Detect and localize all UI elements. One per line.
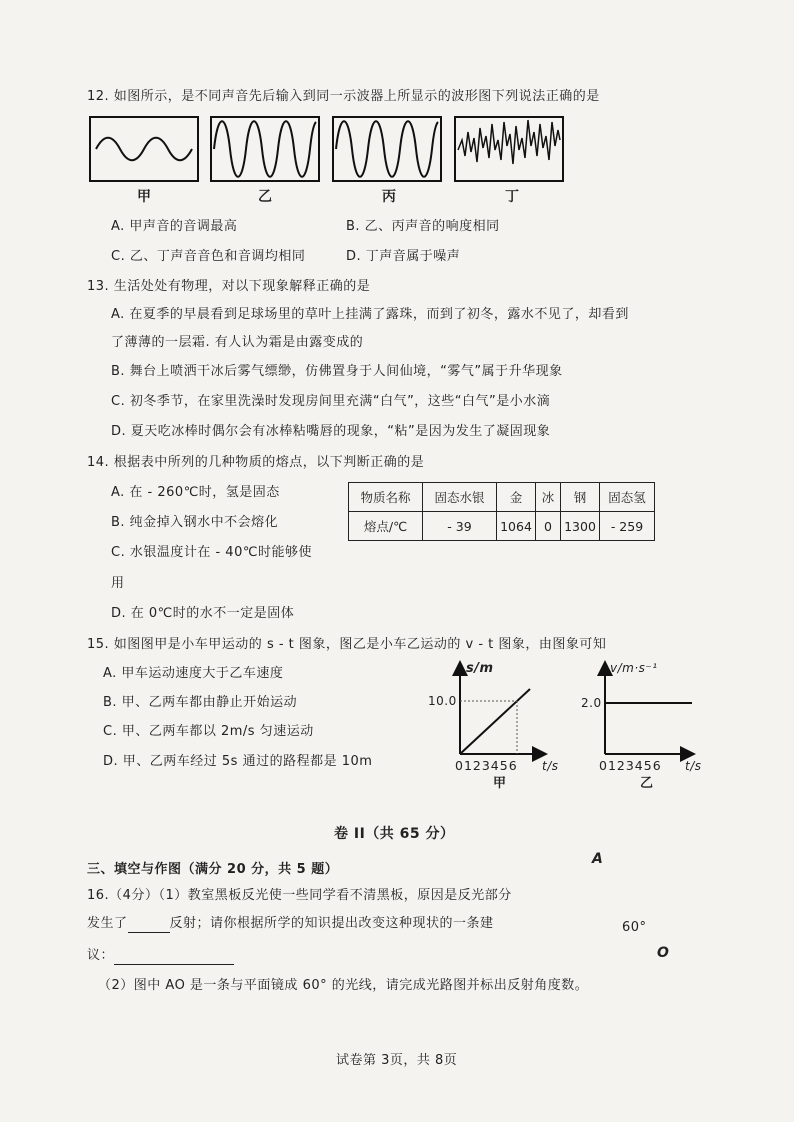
q16-blank-2[interactable] — [114, 950, 234, 965]
q13-option-b: B. 舞台上喷洒干冰后雾气缥缈，仿佛置身于人间仙境，“雾气”属于升华现象 — [111, 364, 563, 379]
table-cell: 冰 — [536, 483, 561, 512]
q14-option-b: B. 纯金掉入钢水中不会熔化 — [111, 515, 279, 530]
q13-option-c: C. 初冬季节，在家里洗澡时发现房间里充满“白气”，这些“白气”是小水滴 — [111, 394, 551, 409]
table-cell: 固态氢 — [600, 483, 655, 512]
q15-option-a: A. 甲车运动速度大于乙车速度 — [103, 666, 284, 681]
table-cell: - 259 — [600, 512, 655, 541]
q13-option-a-line2: 了薄薄的一层霜. 有人认为霜是由露变成的 — [111, 335, 364, 350]
q12-option-c: C. 乙、丁声音音色和音调均相同 — [111, 249, 306, 264]
q13-option-d: D. 夏天吃冰棒时偶尔会有冰棒粘嘴唇的现象，“粘”是因为发生了凝固现象 — [111, 424, 551, 439]
q15-option-b: B. 甲、乙两车都由静止开始运动 — [103, 695, 298, 710]
wave-label-yi: 乙 — [258, 189, 273, 205]
q15-option-c: C. 甲、乙两车都以 2m/s 匀速运动 — [103, 724, 314, 739]
table-cell: 熔点/℃ — [349, 512, 423, 541]
graph-yi-caption: 乙 — [640, 776, 654, 791]
q12-option-a: A. 甲声音的音调最高 — [111, 219, 238, 234]
table-cell: 钢 — [561, 483, 600, 512]
page-footer: 试卷第 3页，共 8页 — [336, 1053, 458, 1068]
wave-label-bing: 丙 — [382, 189, 397, 205]
graph-yi-xticks: 0123456 — [599, 758, 662, 773]
q14-stem: 14. 根据表中所列的几种物质的熔点，以下判断正确的是 — [87, 455, 425, 470]
part3-heading: 三、填空与作图（满分 20 分，共 5 题） — [87, 862, 339, 877]
q16-line3 — [87, 947, 234, 965]
diagram-point-o: O — [657, 945, 670, 961]
table-cell: 金 — [497, 483, 536, 512]
q14-option-c-line2: 用 — [111, 576, 125, 591]
graph-jia-caption: 甲 — [493, 776, 507, 791]
q12-option-b: B. 乙、丙声音的响度相同 — [346, 219, 500, 234]
table-cell: 1300 — [561, 512, 600, 541]
q16-blank-1[interactable] — [128, 918, 170, 933]
q12-stem: 12. 如图所示，是不同声音先后输入到同一示波器上所显示的波形图下列说法正确的是 — [87, 89, 600, 104]
graph-jia-ytick: 10.0 — [428, 694, 457, 708]
section-title: 卷 II（共 65 分） — [334, 826, 455, 842]
q16-line3-pre: 议： — [87, 948, 115, 963]
graph-jia-ylabel: s/m — [466, 661, 494, 676]
q14-option-c-line1: C. 水银温度计在 - 40℃时能够使 — [111, 545, 312, 560]
table-cell: - 39 — [423, 512, 497, 541]
q16-line2-post: 反射；请你根据所学的知识提出改变这种现状的一条建 — [169, 916, 494, 931]
q13-stem: 13. 生活处处有物理，对以下现象解释正确的是 — [87, 279, 371, 294]
graph-jia-line — [460, 689, 530, 754]
q16-part2: （2）图中 AO 是一条与平面镜成 60° 的光线，请完成光路图并标出反射角度数。 — [98, 978, 589, 993]
table-cell: 物质名称 — [349, 483, 423, 512]
table-cell: 固态水银 — [423, 483, 497, 512]
graph-jia-xlabel: t/s — [542, 759, 559, 773]
q12-option-d: D. 丁声音属于噪声 — [346, 249, 461, 264]
graph-yi-xlabel: t/s — [685, 759, 702, 773]
wave-label-jia: 甲 — [137, 189, 152, 205]
q14-option-a: A. 在 - 260℃时，氢是固态 — [111, 485, 280, 500]
diagram-point-a: A — [592, 851, 604, 867]
q15-stem: 15. 如图图甲是小车甲运动的 s - t 图象，图乙是小车乙运动的 v - t 图象，由图象可知 — [87, 637, 607, 652]
q13-option-a-line1: A. 在夏季的早晨看到足球场里的草叶上挂满了露珠，而到了初冬，露水不见了，却看到 — [111, 307, 629, 322]
q16-line2 — [87, 915, 494, 933]
wave-label-ding: 丁 — [505, 189, 520, 205]
q14-option-d: D. 在 0℃时的水不一定是固体 — [111, 606, 295, 621]
q15-option-d: D. 甲、乙两车经过 5s 通过的路程都是 10m — [103, 754, 373, 769]
table-cell: 0 — [536, 512, 561, 541]
table-cell: 1064 — [497, 512, 536, 541]
q16-line2-pre: 发生了 — [87, 916, 128, 931]
graph-jia-xticks: 0123456 — [455, 758, 518, 773]
graph-yi-ylabel: v/m·s⁻¹ — [610, 661, 658, 675]
diagram-angle-label: 60° — [622, 920, 647, 935]
q16-line1: 16.（4分）（1）教室黑板反光使一些同学看不清黑板，原因是反光部分 — [87, 888, 512, 903]
graph-yi-ytick: 2.0 — [581, 696, 602, 710]
